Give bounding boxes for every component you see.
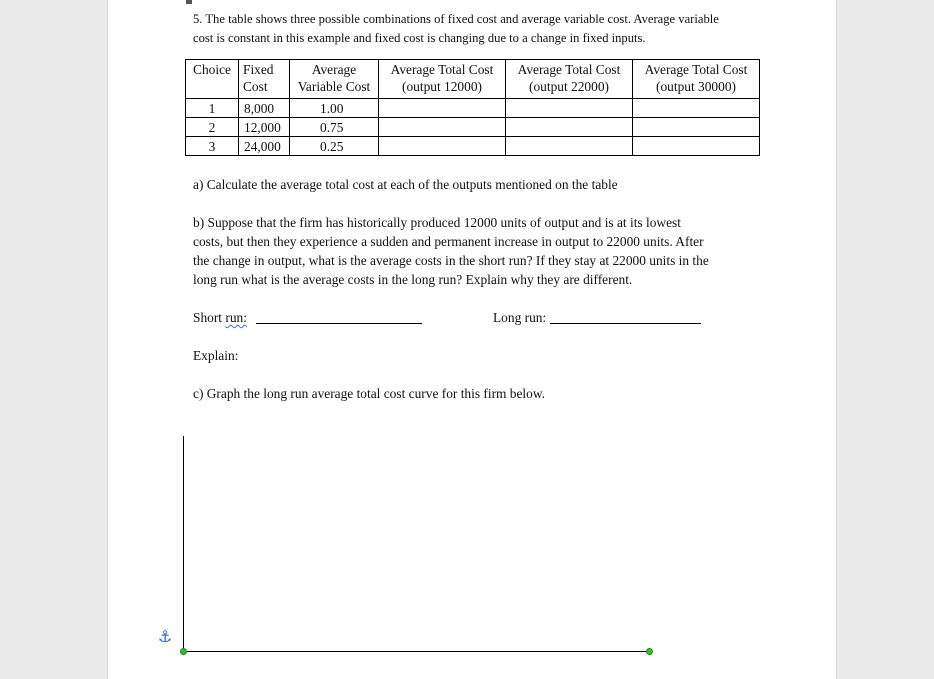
table-row — [186, 137, 760, 156]
cell-fixed-cost: 12,000 — [239, 118, 290, 137]
cell-atc-30000[interactable] — [633, 118, 760, 137]
cell-atc-12000[interactable] — [379, 99, 506, 118]
page-crop-mark — [186, 0, 192, 4]
cell-atc-30000[interactable] — [633, 99, 760, 118]
cell-avc: 0.25 — [290, 137, 379, 156]
header-fixed-cost: Fixed Cost — [239, 60, 290, 99]
header-atc-12000: Average Total Cost (output 12000) — [379, 60, 506, 99]
spellcheck-flag: run: — [225, 310, 247, 325]
cell-avc: 1.00 — [290, 99, 379, 118]
cell-choice: 1 — [186, 99, 239, 118]
line-end-handle[interactable] — [646, 648, 653, 655]
part-a-text: a) Calculate the average total cost at each of the outputs mentioned on the table — [193, 177, 618, 192]
cell-atc-12000[interactable] — [379, 137, 506, 156]
header-choice: Choice — [186, 60, 239, 99]
short-run-answer-line[interactable] — [256, 323, 422, 324]
table-row — [186, 99, 760, 118]
cell-atc-12000[interactable] — [379, 118, 506, 137]
cell-atc-22000[interactable] — [506, 99, 633, 118]
cell-choice: 3 — [186, 137, 239, 156]
header-atc-22000: Average Total Cost (output 22000) — [506, 60, 633, 99]
cell-atc-22000[interactable] — [506, 137, 633, 156]
cell-fixed-cost: 8,000 — [239, 99, 290, 118]
cell-avc: 0.75 — [290, 118, 379, 137]
part-b-line-1: b) Suppose that the firm has historically produced 12000 units of output and is at its lowest — [193, 215, 681, 230]
long-run-answer-line[interactable] — [550, 323, 701, 324]
graph-x-axis[interactable] — [184, 651, 650, 652]
part-b-line-3: the change in output, what is the average costs in the short run? If they stay at 22000 units in the — [193, 253, 709, 268]
header-atc-30000: Average Total Cost (output 30000) — [633, 60, 760, 99]
header-average-variable-cost: Average Variable Cost — [290, 60, 379, 99]
cell-choice: 2 — [186, 118, 239, 137]
explain-label: Explain: — [193, 348, 239, 363]
question-intro-line-1: 5. The table shows three possible combinations of fixed cost and average variable cost. Average variable — [193, 12, 719, 26]
part-b-line-4: long run what is the average costs in the long run? Explain why they are different. — [193, 272, 633, 287]
part-c-text: c) Graph the long run average total cost curve for this firm below. — [193, 386, 546, 401]
table-row — [186, 118, 760, 137]
line-start-handle[interactable] — [180, 648, 187, 655]
part-b-line-2: costs, but then they experience a sudden and permanent increase in output to 22000 units. After — [193, 234, 704, 249]
long-run-label: Long run: — [493, 310, 547, 325]
cell-atc-30000[interactable] — [633, 137, 760, 156]
cell-fixed-cost: 24,000 — [239, 137, 290, 156]
short-run-label: Short run: — [193, 310, 247, 325]
cost-table — [185, 59, 760, 156]
graph-y-axis[interactable] — [183, 436, 184, 651]
cell-atc-22000[interactable] — [506, 118, 633, 137]
anchor-icon[interactable]: ⚓ — [158, 627, 173, 646]
question-intro-line-2: cost is constant in this example and fixed cost is changing due to a change in fixed inputs. — [193, 31, 646, 45]
table-header-row — [186, 60, 760, 99]
